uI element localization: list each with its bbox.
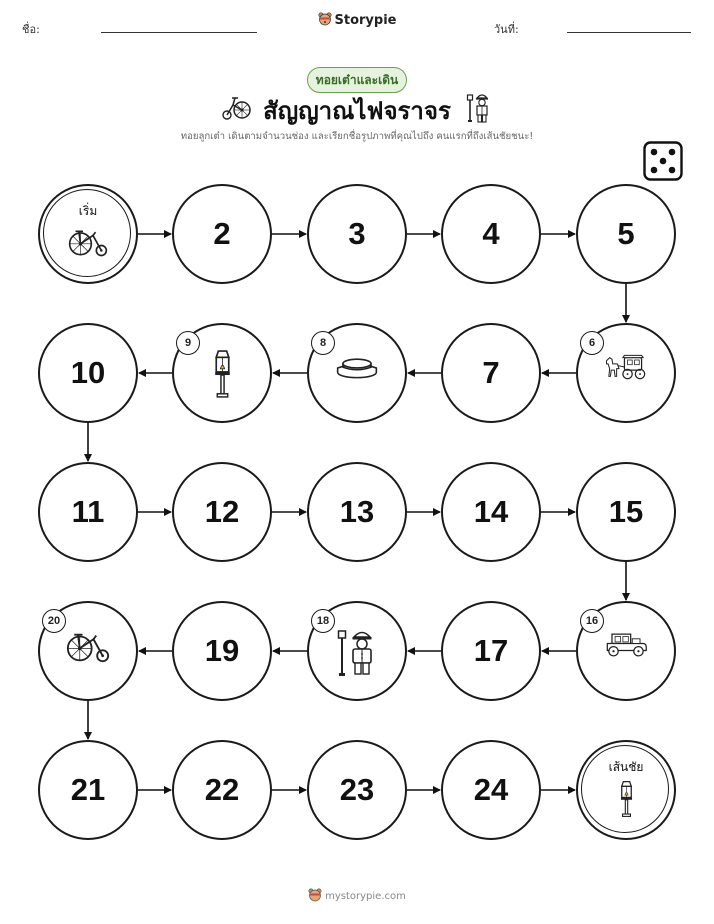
horse-carriage-icon bbox=[604, 353, 648, 384]
board-space-13[interactable] bbox=[307, 462, 407, 562]
lamp-post-icon bbox=[210, 349, 235, 403]
space-number: 15 bbox=[608, 494, 644, 529]
board-space-15[interactable] bbox=[576, 462, 676, 562]
space-number: 21 bbox=[70, 772, 106, 807]
space-number: 19 bbox=[204, 633, 240, 668]
board-space-24[interactable] bbox=[441, 740, 541, 840]
board-space-19[interactable] bbox=[172, 601, 272, 701]
board-space-9[interactable] bbox=[172, 323, 272, 423]
space-number: 13 bbox=[339, 494, 375, 529]
board-space-14[interactable] bbox=[441, 462, 541, 562]
space-number: 23 bbox=[339, 772, 375, 807]
start-label: เริ่ม bbox=[78, 204, 98, 218]
brand-name: Storypie bbox=[334, 13, 397, 28]
space-number: 3 bbox=[348, 216, 366, 251]
space-number-badge: 8 bbox=[311, 331, 335, 355]
space-number: 4 bbox=[482, 216, 500, 251]
board-space-21[interactable] bbox=[38, 740, 138, 840]
game-instructions: ทอยลูกเต๋า เดินตามจำนวนช่อง และเรียกชื่อรูปภาพที่คุณไปถึง คนแรกที่ถึงเส้นชัยชนะ! bbox=[180, 131, 534, 142]
space-number-badge: 6 bbox=[580, 331, 604, 355]
board-space-6[interactable] bbox=[576, 323, 676, 423]
board-space-18[interactable] bbox=[307, 601, 407, 701]
footer-bear-icon bbox=[308, 888, 322, 902]
space-number: 12 bbox=[204, 494, 240, 529]
policeman-icon bbox=[337, 627, 377, 681]
space-number: 5 bbox=[617, 216, 635, 251]
space-number: 14 bbox=[473, 494, 509, 529]
board-space-2[interactable] bbox=[172, 184, 272, 284]
bicycle-icon bbox=[66, 631, 110, 668]
finish-label: เส้นชัย bbox=[608, 760, 644, 774]
board-space-11[interactable] bbox=[38, 462, 138, 562]
date-label: วันที่: bbox=[494, 23, 519, 36]
name-label: ชื่อ: bbox=[22, 23, 40, 36]
game-type-badge: ทอยเต๋าและเดิน bbox=[307, 67, 407, 93]
footer bbox=[0, 888, 714, 902]
space-number: 17 bbox=[473, 633, 509, 668]
space-number-badge: 20 bbox=[42, 609, 66, 633]
board-space-3[interactable] bbox=[307, 184, 407, 284]
push-button-icon bbox=[335, 353, 379, 383]
game-title: สัญญาณไฟจราจร bbox=[263, 97, 451, 125]
board-space-12[interactable] bbox=[172, 462, 272, 562]
space-number: 24 bbox=[473, 772, 509, 807]
space-number-badge: 9 bbox=[176, 331, 200, 355]
vintage-car-icon bbox=[604, 631, 648, 662]
space-number: 2 bbox=[213, 216, 231, 251]
board-space-17[interactable] bbox=[441, 601, 541, 701]
board-space-1[interactable] bbox=[38, 184, 138, 284]
space-number-badge: 18 bbox=[311, 609, 335, 633]
board-space-16[interactable] bbox=[576, 601, 676, 701]
space-number: 11 bbox=[71, 494, 105, 529]
lamp-post-icon bbox=[617, 780, 636, 822]
bicycle-icon bbox=[68, 228, 108, 262]
space-number-badge: 16 bbox=[580, 609, 604, 633]
footer-site[interactable]: mystorypie.com bbox=[325, 891, 406, 902]
board-space-5[interactable] bbox=[576, 184, 676, 284]
board-space-25[interactable] bbox=[576, 740, 676, 840]
space-number: 22 bbox=[204, 772, 240, 807]
space-number: 7 bbox=[482, 355, 500, 390]
board-space-23[interactable] bbox=[307, 740, 407, 840]
board-space-4[interactable] bbox=[441, 184, 541, 284]
board-space-22[interactable] bbox=[172, 740, 272, 840]
space-number: 10 bbox=[70, 355, 106, 390]
board-space-7[interactable] bbox=[441, 323, 541, 423]
board-space-10[interactable] bbox=[38, 323, 138, 423]
board-space-8[interactable] bbox=[307, 323, 407, 423]
board-space-20[interactable] bbox=[38, 601, 138, 701]
